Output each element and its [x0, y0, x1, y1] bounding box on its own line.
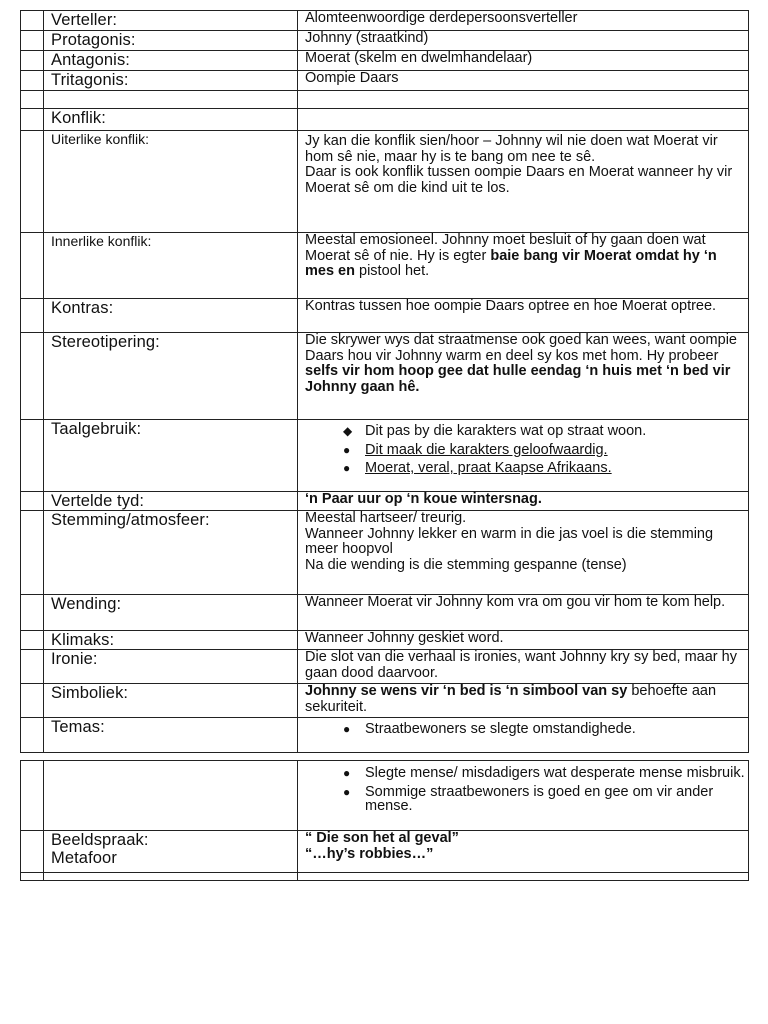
row-label-konflik: Konflik:	[51, 109, 106, 127]
row-value-kontras: Kontras tussen hoe oompie Daars optree en hoe Moerat optree.	[305, 298, 717, 314]
bullet-icon: ●	[343, 722, 351, 736]
row-value-wending: Wanneer Moerat vir Johnny kom vra om gou vir hom te kom help.	[305, 594, 726, 610]
table-row	[21, 71, 749, 91]
list-item: ● Slegte mense/ misdadigers wat desperate mense misbruik.	[343, 765, 745, 781]
row-label-kontras: Kontras:	[51, 299, 114, 317]
bullet-icon: ●	[343, 461, 351, 475]
table-row	[21, 420, 749, 492]
temas-list-continued	[305, 766, 748, 814]
bullet-icon: ●	[343, 766, 351, 780]
table-row	[21, 684, 749, 718]
row-label-stereotipering: Stereotipering:	[51, 333, 160, 351]
row-value-verteller: Alomteenwoordige derdepersoonsverteller	[305, 10, 578, 26]
table-row	[21, 650, 749, 684]
list-item: ● Dit maak die karakters geloofwaardig.	[343, 441, 608, 458]
row-label-beeldspraak: Beeldspraak:	[51, 831, 149, 849]
table-row	[21, 11, 749, 31]
list-item: ◆ Dit pas by die karakters wat op straat woon.	[343, 423, 647, 439]
row-value-tritagonis: Oompie Daars	[305, 70, 399, 86]
list-item: ● Moerat, veral, praat Kaapse Afrikaans.	[343, 460, 612, 476]
table-row	[21, 109, 749, 131]
table-row	[21, 718, 749, 753]
row-label-simboliek: Simboliek:	[51, 684, 129, 702]
row-value-antagonis: Moerat (skelm en dwelmhandelaar)	[305, 50, 533, 66]
table-row	[21, 299, 749, 333]
row-label-stemming: Stemming/atmosfeer:	[51, 511, 210, 529]
row-label-antagonis: Antagonis:	[51, 51, 130, 69]
row-label-wending: Wending:	[51, 595, 122, 613]
row-value-vertelde-tyd: ‘n Paar uur op ‘n koue wintersnag.	[305, 491, 542, 507]
table-row	[21, 511, 749, 595]
taalgebruik-list	[305, 424, 748, 476]
metafoor-quote-2: “…hy’s robbies…”	[305, 845, 434, 862]
row-label-taalgebruik: Taalgebruik:	[51, 420, 142, 438]
table-row	[21, 831, 749, 873]
row-value-uiterlike-konflik: Jy kan die konflik sien/hoor – Johnny wil nie doen wat Moerat vir hom sê nie, maar hy is te bang om nee te sê. Daar is ook konflik tussen oompie Daars en Moerat wanneer hy vir Moerat sê om die kind uit te los.	[305, 133, 733, 196]
table-row	[21, 492, 749, 511]
row-label-uiterlike-konflik: Uiterlike konflik:	[51, 131, 150, 147]
row-value-protagonis: Johnny (straatkind)	[305, 30, 429, 46]
bullet-icon: ●	[343, 442, 351, 457]
list-item: ● Straatbewoners se slegte omstandighede.	[343, 721, 636, 737]
row-value-simboliek: Johnny se wens vir ‘n bed is ‘n simbool van sy behoefte aan sekuriteit.	[305, 683, 717, 715]
row-value-ironie: Die slot van die verhaal is ironies, want Johnny kry sy bed, maar hy gaan dood daarvoor.	[305, 649, 737, 681]
table-row	[21, 595, 749, 631]
table-row	[21, 51, 749, 71]
metafoor-quote-1: “ Die son het al geval”	[305, 830, 459, 846]
row-label-protagonis: Protagonis:	[51, 31, 136, 49]
table-row	[21, 873, 749, 881]
bullet-icon: ◆	[343, 424, 353, 438]
row-label-tritagonis: Tritagonis:	[51, 71, 129, 89]
row-label-klimaks: Klimaks:	[51, 631, 115, 649]
temas-list	[305, 722, 748, 737]
list-item: ● Sommige straatbewoners is goed en gee om vir ander mense.	[343, 783, 714, 814]
row-label-ironie: Ironie:	[51, 650, 98, 668]
table-row	[21, 333, 749, 420]
table-row	[21, 131, 749, 233]
row-label-verteller: Verteller:	[51, 11, 118, 29]
row-value-klimaks: Wanneer Johnny geskiet word.	[305, 630, 504, 646]
table-row	[21, 91, 749, 109]
literature-summary-table-continued	[20, 760, 749, 881]
bullet-icon: ●	[343, 784, 351, 799]
row-value-stemming: Meestal hartseer/ treurig. Wanneer Johnny lekker en warm in die jas voel is die stemming meer hoopvol Na die wending is die stemming gespanne (tense)	[305, 510, 714, 573]
row-label-temas: Temas:	[51, 718, 105, 736]
table-row	[21, 631, 749, 650]
row-value-stereotipering: Die skrywer wys dat straatmense ook goed kan wees, want oompie Daars hou vir Johnny warm en deel sy kos met hom. Hy probeer selfs vir hom hoop gee dat hulle eendag ‘n huis met ‘n bed vir Johnny gaan hê.	[305, 332, 737, 395]
table-row	[21, 31, 749, 51]
row-label-innerlike-konflik: Innerlike konflik:	[51, 233, 152, 249]
literature-summary-table	[20, 10, 749, 753]
row-label-vertelde-tyd: Vertelde tyd:	[51, 492, 145, 510]
row-label-metafoor: Metafoor	[51, 849, 117, 867]
row-value-innerlike-konflik: Meestal emosioneel. Johnny moet besluit of hy gaan doen wat Moerat sê of nie. Hy is egter baie bang vir Moerat omdat hy ‘n mes en pistool het.	[305, 232, 717, 279]
table-row	[21, 761, 749, 831]
table-row	[21, 233, 749, 299]
